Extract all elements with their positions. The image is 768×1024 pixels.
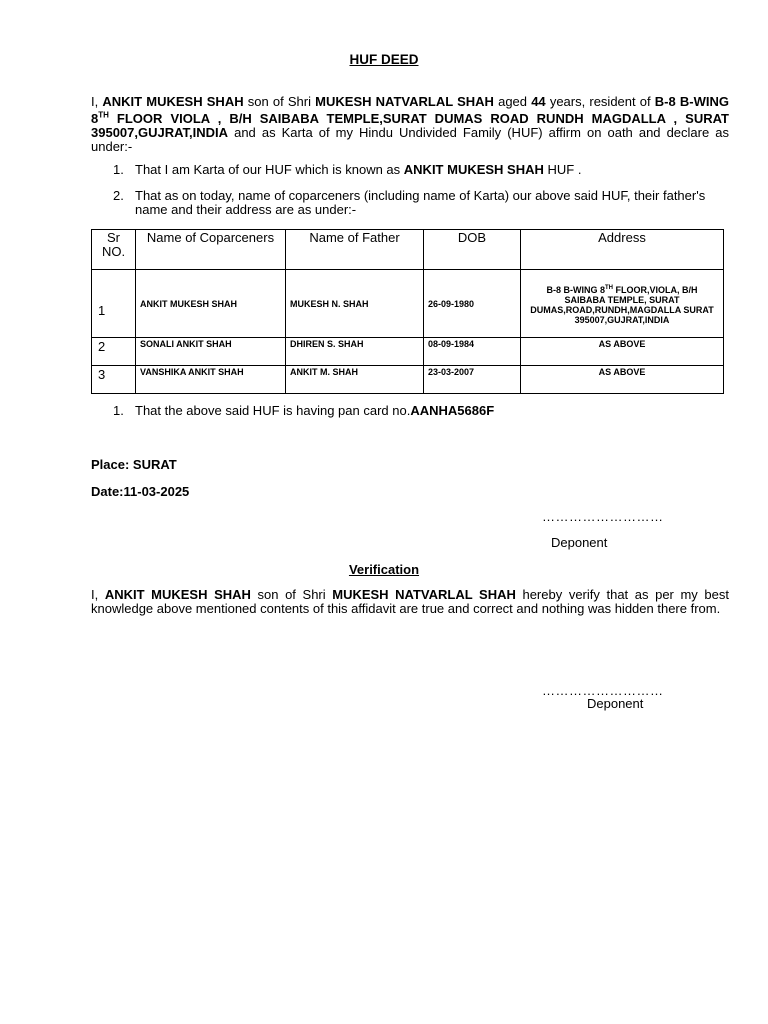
cell-sr: 2: [92, 338, 136, 366]
verification-paragraph: [91, 588, 729, 616]
item-number: 2.: [113, 188, 124, 203]
verification-text-3: hereby verify that as per my best knowledge above mentioned contents of this affidavit are true and correct and nothing was hidden there from.: [91, 587, 729, 616]
deponent-label: Deponent: [551, 535, 608, 550]
cell-father: MUKESH N. SHAH: [286, 270, 424, 338]
cell-name: ANKIT MUKESH SHAH: [136, 270, 286, 338]
date: Date:11-03-2025: [91, 484, 190, 499]
intro-text-5: and as Karta of my Hindu Undivided Family (HUF) affirm on oath and declare as under:-: [91, 125, 729, 155]
cell-name: VANSHIKA ANKIT SHAH: [136, 366, 286, 394]
cell-father: ANKIT M. SHAH: [286, 366, 424, 394]
cell-name: SONALI ANKIT SHAH: [136, 338, 286, 366]
residence-address-part2: FLOOR VIOLA , B/H SAIBABA TEMPLE,SURAT DUMAS ROAD RUNDH MAGDALLA , SURAT 395007,GUJRAT,INDIA: [91, 111, 729, 141]
verification-text-2: son of Shri: [250, 587, 333, 602]
deponent-label-2: Deponent: [587, 696, 644, 711]
item-text: That as on today, name of coparceners (including name of Karta) our above said HUF, their father's name and their address are as under:-: [135, 188, 706, 217]
cell-address: AS ABOVE: [521, 366, 724, 394]
table-row: [92, 366, 724, 394]
signature-line-2: ………………………: [542, 683, 664, 698]
verification-name: ANKIT MUKESH SHAH: [104, 587, 251, 602]
header-sr-no: Sr NO.: [92, 230, 136, 270]
cell-address-sup: TH: [605, 284, 613, 291]
item-text-after: HUF .: [543, 162, 582, 177]
item-text: That I am Karta of our HUF which is known as: [135, 162, 404, 177]
cell-dob: 23-03-2007: [424, 366, 521, 394]
intro-text-3: aged: [493, 94, 532, 109]
cell-address-part2: FLOOR,VIOLA, B/H SAIBABA TEMPLE, SURAT DUMAS,ROAD,RUNDH,MAGDALLA SURAT 395007,GUJRAT,INDIA: [530, 284, 714, 325]
residence-address-sup: TH: [98, 111, 109, 120]
header-dob: DOB: [424, 230, 521, 270]
verification-title: Verification: [348, 562, 420, 577]
cell-sr: 1: [92, 270, 136, 338]
father-name: MUKESH NATVARLAL SHAH: [315, 94, 494, 109]
cell-address: AS ABOVE: [521, 338, 724, 366]
verification-father: MUKESH NATVARLAL SHAH: [332, 587, 516, 602]
pan-text: That the above said HUF is having pan card no.: [135, 403, 411, 418]
cell-father: DHIREN S. SHAH: [286, 338, 424, 366]
header-father: Name of Father: [286, 230, 424, 270]
cell-address: [521, 270, 724, 338]
residence-address-part1: B-8 B-WING 8: [91, 94, 729, 127]
table-row: [92, 338, 724, 366]
karta-name: ANKIT MUKESH SHAH: [102, 94, 244, 109]
pan-number: AANHA5686F: [410, 403, 495, 418]
intro-paragraph: [91, 95, 729, 154]
coparceners-table: [91, 229, 724, 394]
table-header-row: [92, 230, 724, 270]
intro-text-4: years, resident of: [545, 94, 655, 109]
signature-line: ………………………: [542, 509, 664, 524]
verification-text-1: I,: [91, 587, 105, 602]
age: 44: [531, 94, 546, 109]
place: Place: SURAT: [91, 457, 177, 472]
table-row: [92, 270, 724, 338]
intro-text-2: son of Shri: [243, 94, 316, 109]
huf-name: ANKIT MUKESH SHAH: [403, 162, 544, 177]
header-address: Address: [521, 230, 724, 270]
item-number: 1.: [113, 162, 124, 177]
cell-sr: 3: [92, 366, 136, 394]
cell-address-part1: B-8 B-WING 8: [546, 284, 605, 295]
header-name: Name of Coparceners: [136, 230, 286, 270]
document-title: HUF DEED: [349, 52, 419, 67]
cell-dob: 08-09-1984: [424, 338, 521, 366]
item-number: 1.: [113, 403, 124, 418]
intro-text-1: I,: [91, 94, 103, 109]
cell-dob: 26-09-1980: [424, 270, 521, 338]
